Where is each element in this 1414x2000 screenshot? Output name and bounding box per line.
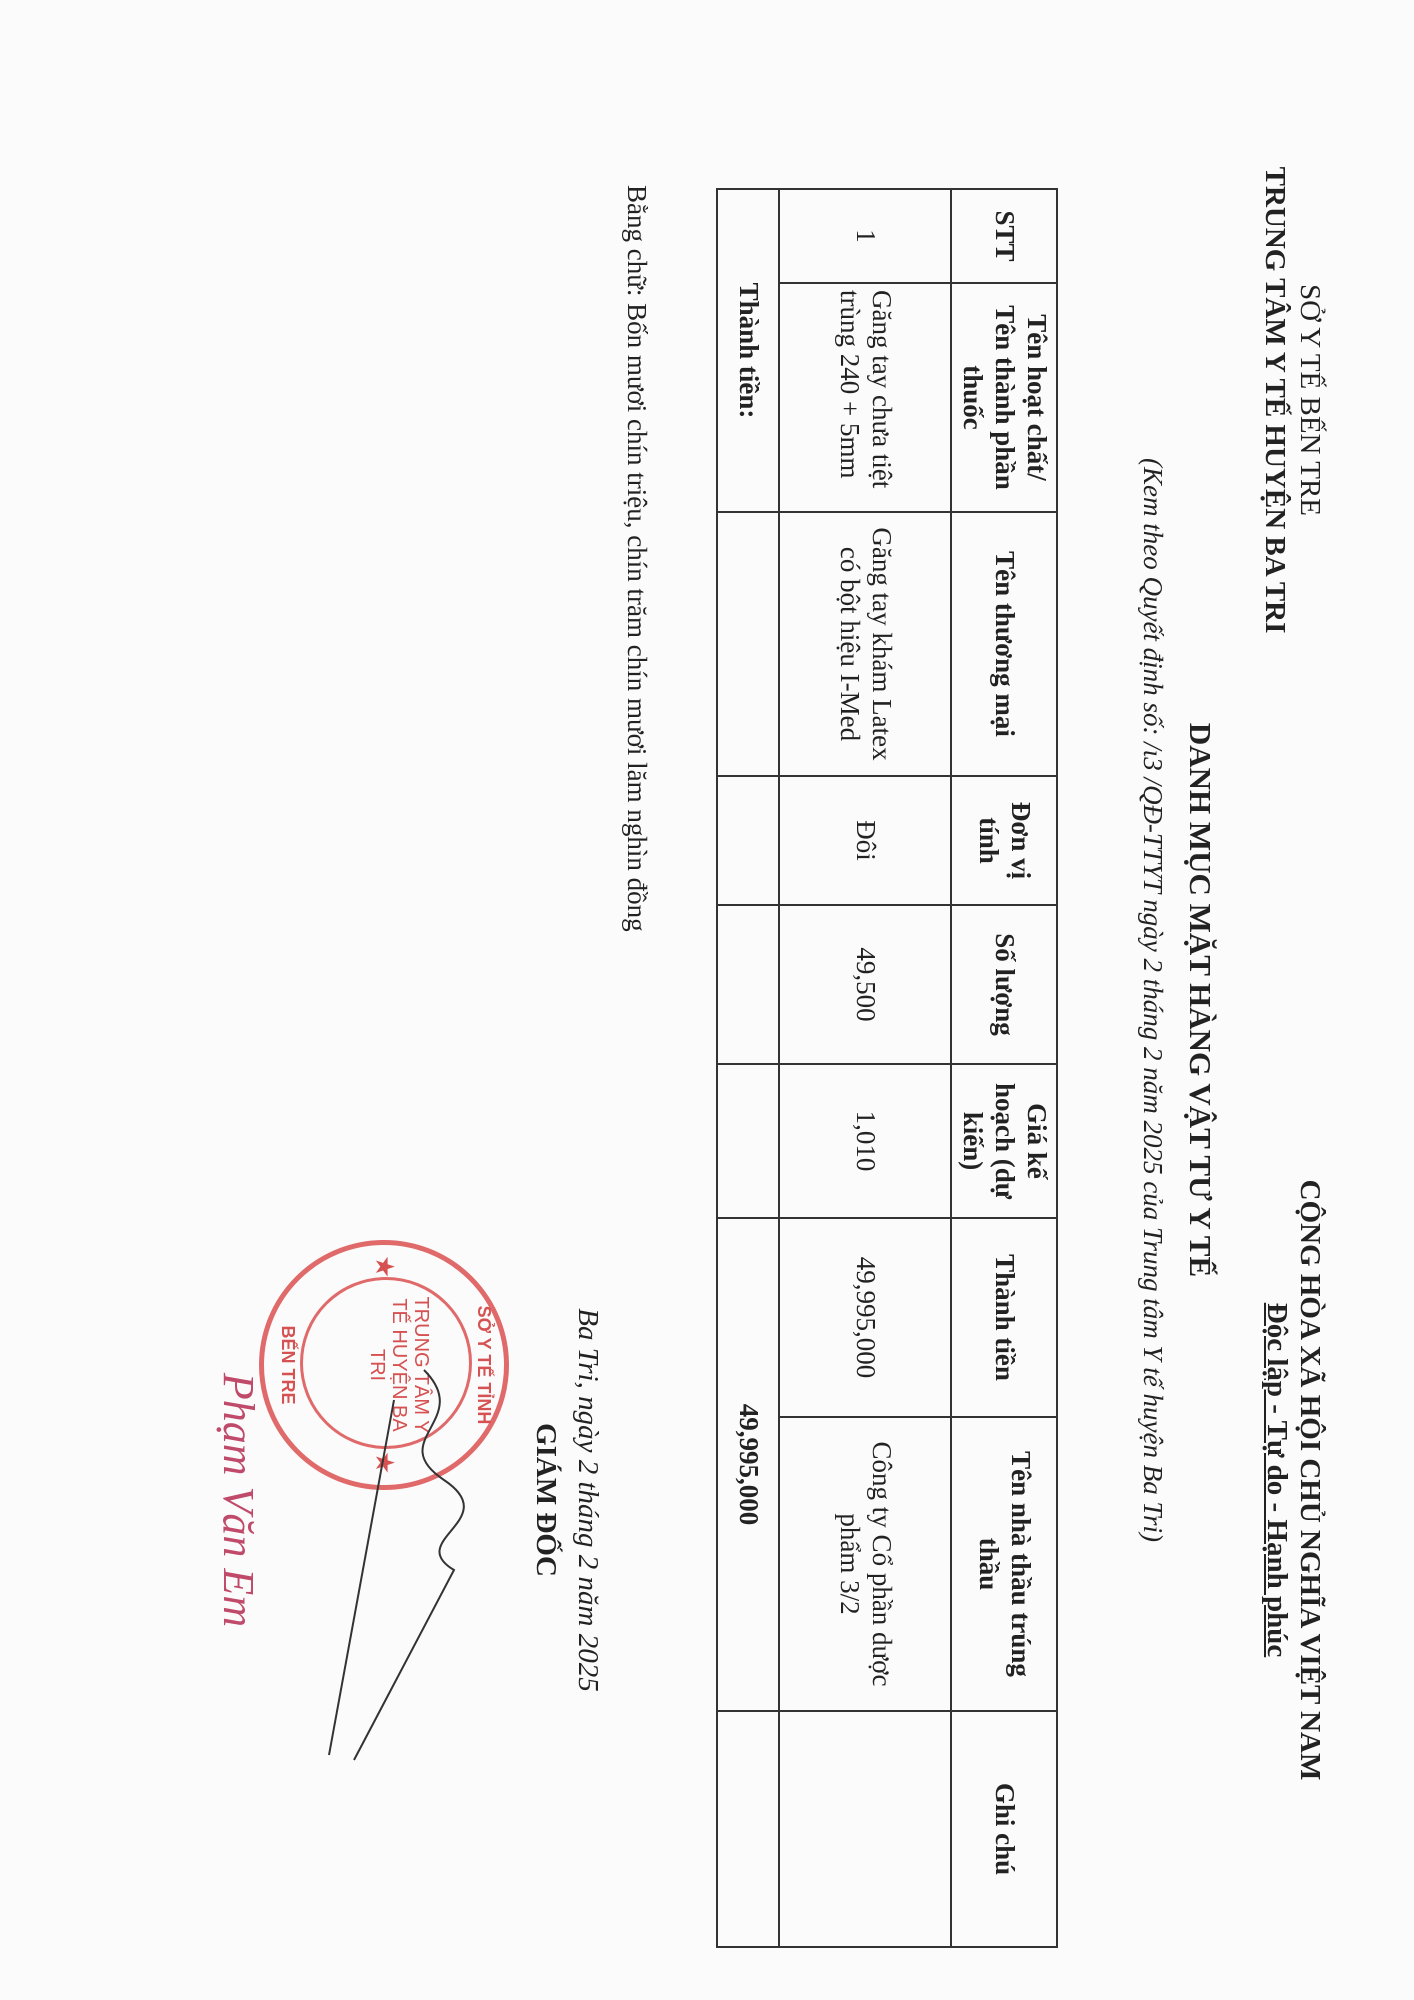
header-stt: STT [951, 189, 1057, 283]
national-motto-text: Độc lập - Tự do - Hạnh phúc [1261, 1302, 1293, 1658]
amount-in-words: Bằng chữ: Bốn mươi chín triệu, chín trăm chín mươi lăm nghìn đồng [622, 185, 652, 932]
header-vendor: Tên nhà thầu trúng thầu [951, 1417, 1057, 1711]
cell-trade-name: Găng tay khám Latex có bột hiệu I-Med [779, 512, 951, 776]
total-empty-2 [717, 776, 779, 905]
header-right [1260, 1080, 1326, 1880]
total-empty-3 [717, 905, 779, 1064]
stamp-ring-top: SỞ Y TẾ TỈNH [474, 1305, 494, 1425]
document-subtitle: (Kem theo Quyết định số: /ɩ3 /QĐ-TTYT ngày 2 tháng 2 năm 2025 của Trung tâm Y tế huyện Ba Tri) [1138, 458, 1168, 1542]
document-title: DANH MỤC MẶT HÀNG VẬT TƯ Y TẾ [1183, 722, 1218, 1278]
table-row [779, 189, 951, 1947]
header-quantity: Số lượng [951, 905, 1057, 1064]
cell-vendor: Công ty Cổ phần dược phẩm 3/2 [779, 1417, 951, 1711]
cell-amount: 49,995,000 [779, 1218, 951, 1417]
stamp-star-icon: ★ [370, 1451, 400, 1475]
national-title: CỘNG HÒA XÃ HỘI CHỦ NGHĨA VIỆT NAM [1294, 1179, 1326, 1781]
national-motto [1260, 1080, 1293, 1880]
stamp-ring-bottom: BẾN TRE [278, 1325, 298, 1405]
header-active-ingredient: Tên hoạt chất/ Tên thành phần thuốc [951, 283, 1057, 512]
items-table [716, 188, 1058, 1948]
stamp-center-text: TRUNG TÂM Y TẾ HUYỆN BA TRI [366, 1296, 432, 1434]
unit-name [1258, 120, 1291, 680]
header-unit: Đơn vị tính [951, 776, 1057, 905]
header-amount: Thành tiền [951, 1218, 1057, 1417]
unit-name-text: TRUNG TÂM Y TẾ HUYỆN BA TRI [1259, 166, 1291, 634]
total-empty-4 [717, 1064, 779, 1218]
total-value: 49,995,000 [717, 1218, 779, 1711]
cell-stt: 1 [779, 189, 951, 283]
cell-unit: Đôi [779, 776, 951, 905]
table-total-row [717, 189, 779, 1947]
signer-name: Phạm Văn Em [214, 1372, 263, 1628]
header-trade-name: Tên thương mại [951, 512, 1057, 776]
header-price: Giá kế hoạch (dự kiến) [951, 1064, 1057, 1218]
signature-scribble [314, 1360, 514, 1780]
total-empty-1 [717, 512, 779, 776]
agency-name: SỞ Y TẾ BẾN TRE [1294, 283, 1326, 516]
header-note: Ghi chú [951, 1711, 1057, 1947]
cell-active-ingredient: Găng tay chưa tiệt trùng 240 + 5mm [779, 283, 951, 512]
cell-quantity: 49,500 [779, 905, 951, 1064]
stamp-star-icon: ★ [370, 1255, 400, 1279]
header-left [1258, 120, 1326, 680]
total-empty-5 [717, 1711, 779, 1947]
cell-note [779, 1711, 951, 1947]
total-label: Thành tiền: [717, 189, 779, 512]
cell-price: 1,010 [779, 1064, 951, 1218]
signature-date: Ba Tri, ngày 2 tháng 2 năm 2025 [572, 1308, 604, 1692]
table-header-row [951, 189, 1057, 1947]
signature-role: GIÁM ĐỐC [530, 1423, 562, 1577]
